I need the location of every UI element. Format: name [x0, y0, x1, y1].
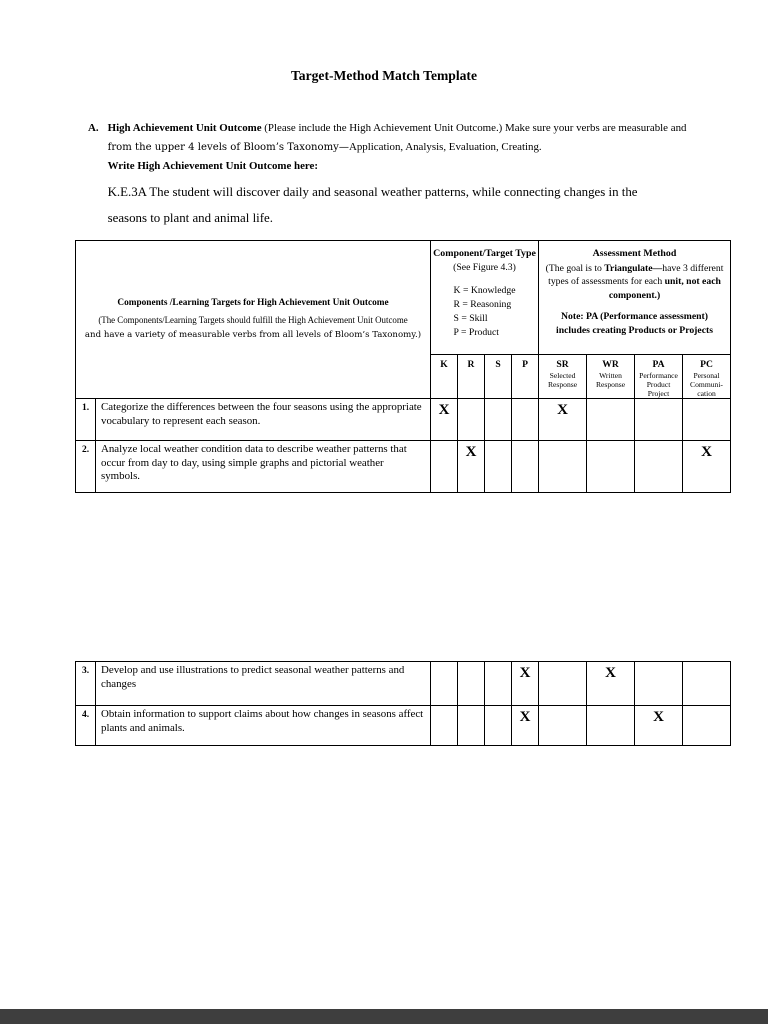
sub-line: Response	[595, 380, 626, 389]
sub-line: Communi-	[690, 380, 723, 389]
sub-line: Written	[599, 371, 622, 380]
row-number: 3.	[76, 662, 96, 706]
mark-cell-wr: X	[587, 662, 635, 706]
learning-target-text: Categorize the differences between the four seasons using the appropriate vocabulary to represent each season.	[96, 399, 431, 441]
table-row-1	[76, 399, 731, 441]
mark-cell-s	[485, 662, 512, 706]
mark-cell-pc	[683, 706, 731, 746]
assessment-method-note	[539, 310, 730, 337]
col-header-sr-sub	[539, 371, 586, 389]
col-header-sr	[539, 355, 587, 399]
table-row-2	[76, 441, 731, 493]
mark-cell-sr	[539, 662, 587, 706]
components-header-sub2: and have a variety of measurable verbs from all levels of Bloom’s Taxonomy.)	[84, 330, 422, 340]
col-header-p: P	[512, 355, 539, 399]
sub-line: Response	[547, 380, 578, 389]
mark-cell-sr	[539, 706, 587, 746]
note-line1: Note: PA (Performance assessment)	[561, 311, 708, 322]
learning-target-text: Analyze local weather condition data to describe weather patterns that occur from day to day, using simple graphs and pictorial weather symbols.	[96, 441, 431, 493]
write-outcome-prompt: Write High Achievement Unit Outcome here:	[107, 160, 319, 172]
assessment-method-goal	[543, 262, 727, 303]
section-a	[88, 119, 686, 231]
mark-cell-pa	[635, 441, 683, 493]
col-header-sr-abbr: SR	[556, 359, 569, 370]
col-header-s: S	[485, 355, 512, 399]
assessment-method-header-cell	[539, 241, 731, 355]
sub-line: Product	[646, 380, 671, 389]
goal-triangulate: Triangulate—	[604, 262, 663, 274]
mark-cell-k	[431, 662, 458, 706]
document-title: Target-Method Match Template	[290, 68, 477, 83]
mark-cell-pc: X	[683, 441, 731, 493]
col-header-pa-abbr: PA	[652, 359, 665, 370]
learning-target-text: Develop and use illustrations to predict seasonal weather patterns and changes	[96, 662, 431, 706]
sub-line: Performance	[639, 371, 678, 380]
mark-cell-pa	[635, 399, 683, 441]
section-a-body	[108, 119, 687, 231]
row-number: 4.	[76, 706, 96, 746]
mark-cell-k: X	[431, 399, 458, 441]
mark-cell-s	[485, 706, 512, 746]
legend-skill: S = Skill	[453, 313, 488, 324]
section-a-instructions-line1	[108, 119, 687, 138]
assessment-method-title: Assessment Method	[592, 248, 677, 259]
legend-product: P = Product	[453, 327, 500, 338]
col-header-wr-abbr: WR	[602, 359, 619, 370]
mark-cell-r	[458, 662, 485, 706]
section-a-label: A.	[88, 122, 99, 134]
note-line2: includes creating Products or Projects	[556, 324, 713, 336]
mark-cell-r: X	[458, 441, 485, 493]
mark-cell-sr	[539, 441, 587, 493]
goal-segment: (The goal is to	[545, 262, 605, 274]
mark-cell-pa: X	[635, 706, 683, 746]
section-a-row	[88, 119, 686, 231]
col-header-r: R	[458, 355, 485, 399]
components-header-cell	[76, 241, 431, 399]
table-row-3	[76, 662, 731, 706]
goal-segment: have 3 different types of assessments for each	[548, 262, 724, 287]
col-header-pc	[683, 355, 731, 399]
viewer-bottom-bar	[0, 1009, 768, 1024]
col-header-k: K	[431, 355, 458, 399]
col-header-pc-sub	[683, 371, 730, 398]
mark-cell-p	[512, 441, 539, 493]
section-a-instructions-line2	[108, 138, 687, 157]
unit-outcome-line2: seasons to plant and animal life.	[107, 211, 273, 225]
components-header-title: Components /Learning Targets for High Achievement Unit Outcome	[117, 298, 389, 308]
mark-cell-k	[431, 706, 458, 746]
mark-cell-k	[431, 441, 458, 493]
component-type-subtitle: (See Figure 4.3)	[453, 262, 516, 273]
mark-cell-wr	[587, 399, 635, 441]
table-row-4	[76, 706, 731, 746]
col-header-wr	[587, 355, 635, 399]
mark-cell-r	[458, 399, 485, 441]
sub-line: Project	[647, 389, 670, 398]
section-a-heading: High Achievement Unit Outcome	[107, 122, 262, 134]
row-number: 2.	[76, 441, 96, 493]
unit-outcome-line1: K.E.3A The student will discover daily and seasonal weather patterns, while connecting changes in the	[107, 185, 638, 199]
target-method-table-lower	[75, 661, 731, 746]
mark-cell-s	[485, 441, 512, 493]
goal-unit-emphasis: unit, not each component.)	[608, 276, 721, 301]
mark-cell-s	[485, 399, 512, 441]
mark-cell-wr	[587, 706, 635, 746]
legend-reasoning: R = Reasoning	[453, 299, 512, 310]
component-type-title: Component/Target Type	[433, 248, 536, 259]
mark-cell-p: X	[512, 662, 539, 706]
mark-cell-wr	[587, 441, 635, 493]
col-header-wr-sub	[587, 371, 634, 389]
mark-cell-sr: X	[539, 399, 587, 441]
mark-cell-pc	[683, 662, 731, 706]
sub-line: Personal	[693, 371, 720, 380]
components-header-sub1: (The Components/Learning Targets should fulfill the High Achievement Unit Outcome	[98, 315, 408, 325]
mark-cell-r	[458, 706, 485, 746]
mark-cell-p: X	[512, 706, 539, 746]
col-header-pa	[635, 355, 683, 399]
sub-line: cation	[697, 389, 716, 398]
component-type-header-cell	[431, 241, 539, 355]
col-header-pc-abbr: PC	[700, 359, 713, 370]
mark-cell-pa	[635, 662, 683, 706]
blooms-fragment: from the upper 4 levels of Bloom’s Taxonomy—	[107, 142, 349, 153]
blooms-levels-list: Application, Analysis, Evaluation, Creating.	[348, 141, 542, 153]
component-type-legend	[454, 284, 516, 340]
learning-target-text: Obtain information to support claims about how changes in seasons affect plants and animals.	[96, 706, 431, 746]
header-row	[76, 241, 731, 355]
unit-outcome-text	[108, 179, 687, 231]
legend-knowledge: K = Knowledge	[453, 285, 516, 296]
row-number: 1.	[76, 399, 96, 441]
mark-cell-p	[512, 399, 539, 441]
col-header-pa-sub	[635, 371, 682, 398]
sub-line: Selected	[549, 371, 576, 380]
mark-cell-pc	[683, 399, 731, 441]
target-method-table-upper	[75, 240, 731, 493]
section-a-instructions-text: (Please include the High Achievement Unit Outcome.) Make sure your verbs are measurable and	[261, 122, 687, 134]
